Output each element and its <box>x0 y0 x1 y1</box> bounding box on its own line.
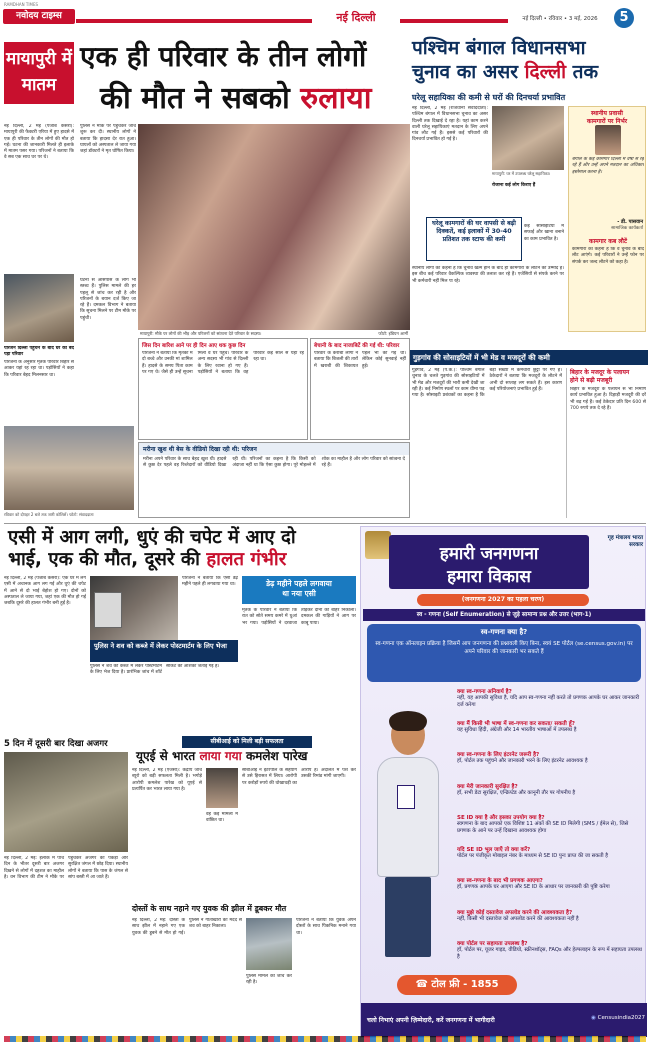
story7-body-b: परिजनों ने बताया कि युवक अपने दोस्तों के साथ पिकनिक मनाने गया था। <box>296 918 356 936</box>
story3-sidebar-text: बिहार के मजदूरों के पलायन से भी निर्माण कार्य प्रभावित हुआ है। दिहाड़ी मजदूरी की दरें भी बढ़ गई हैं। कई ठेकेदार प्रति दिन 600 से 700 रुपये तक दे रहे हैं। <box>570 387 646 411</box>
faq-question: क्या मेरी जानकारी सुरक्षित है? <box>457 783 518 790</box>
story1-body-column-b: पुलिस ने मौके पर पहुंचकर जांच शुरू कर दी। स्थानीय लोगों ने बताया कि हादसा देर रात हुआ। घायलों को अस्पताल ले जाया गया जहां डॉक्टरों ने मृत घोषित किया। <box>80 124 136 155</box>
story1-photo-credit: फोटो: इंडियन आर्मी <box>378 331 408 336</box>
faq-question: क्या पोर्टल पर सहायता उपलब्ध है? <box>457 941 528 947</box>
story4-headline-part: भाई, एक की मौत, <box>8 549 139 570</box>
story1-main-photo <box>138 124 410 330</box>
faq-answer: स्वगणना के बाद आपको एक विशिष्ट 11 अंकों की SE ID मिलेगी (SMS / ईमेल से), जिसे प्रगणक के आने पर उन्हें दिखाना आवश्यक होगा <box>457 821 629 834</box>
story4-sub-banner-line1: डेढ़ महीने पहले लगवाया <box>266 579 332 588</box>
faq-answer: पोर्टल पर पंजीकृत मोबाइल नंबर के माध्यम से SE ID पुनः प्राप्त की जा सकती है <box>457 852 608 859</box>
story4-body-a: नई दिल्ली, 2 मई (पंजाब केसरी): एक घर में लगे एसी में अचानक आग लग गई और धुएं की चपेट में आने से दो भाई बेहोश हो गए। दोनों को अस्पताल ले जाया गया, जहां एक की मौत हो गई जबकि दूसरे की हालत गंभीर बनी हुई है। <box>4 576 86 607</box>
story7-body-c: पुलिस मामले की जांच कर रही है। <box>246 974 292 986</box>
story1-inset <box>138 442 410 518</box>
ad-title-line2: हमारा विकास <box>447 567 531 587</box>
story-gurgaon <box>412 350 646 520</box>
story3-body: गुड़गांव, 2 मई (पं.के.): पश्चिम बंगाल चुनाव के चलते गुड़गांव की सोसाइटियों में भी मेड और मजदूरों की भारी कमी देखी जा रही है। कई निर्माण स्थलों पर काम धीमा पड़ गया है। सोसाइटी प्रबंधकों का कहना है कि बड़ी संख्या में कर्मचारी छुट्टी पर गए हैं। ठेकेदारों ने बताया कि मजदूरों के लौटने में अभी दो सप्ताह लग सकते हैं। इस कारण कई परियोजनाएं प्रभावित हुई हैं। <box>412 368 562 399</box>
story6-headline-part2: कमलेश पारेख <box>245 749 308 763</box>
illustration-body <box>377 757 439 877</box>
story4-photo-inset <box>94 592 122 628</box>
ad-tollfree <box>397 975 517 995</box>
dateline: नई दिल्ली • रविवार • 3 मई, 2026 <box>522 16 598 22</box>
story1-photo-small <box>4 274 74 342</box>
story4-sub-banner <box>242 576 356 604</box>
faq-answer: हाँ, पोर्टल तक पहुंचने और जानकारी भरने के लिए इंटरनेट आवश्यक है <box>457 758 588 764</box>
story1-headline-line1: एक ही परिवार के तीन लोगों <box>80 40 367 73</box>
ad-ministry-text: गृह मंत्रालय भारत सरकार <box>607 535 643 548</box>
social-icons: ◉ <box>591 1015 598 1021</box>
story1-box1-heading: जिस दिन बारिश आने पर ही दिन आए थक कुछ दिन <box>142 343 246 349</box>
story1-headline-line2 <box>100 82 410 115</box>
story1-headline-highlight: रुलाया <box>300 81 372 116</box>
story2-photo <box>492 106 564 170</box>
section-divider <box>4 523 646 524</box>
faq-answer: हाँ, सभी डेटा सुरक्षित, एन्क्रिप्टेड और कानूनी तौर पर गोपनीय है <box>457 789 576 796</box>
story1-box2-text: परिवार के करीबी लोगों ने बताया कि बिजली की तारों में खराबी की शिकायत पहले भी की गई थी। लेकिन कोई सुनवाई नहीं हुई। <box>314 351 406 369</box>
story1-photo-caption: मायापुरी: मौके पर लोगों की भीड़ और परिजनों को सांत्वना देते परिवार के सदस्य। <box>140 331 262 336</box>
story2-headline-line1: पश्चिम बंगाल विधानसभा <box>412 37 586 59</box>
ad-handle-text: Censusindia2027 <box>597 1015 645 1021</box>
story-cbi <box>132 736 356 902</box>
story2-headline-part-end: तक <box>572 61 599 83</box>
faq-question: यदि SE ID भूल जाएँ तो क्या करें? <box>457 846 531 853</box>
faq-item <box>457 687 643 719</box>
story2-photo-caption: मायापुरी: घर में उपलब्ध घरेलू सहायिका। <box>492 171 551 176</box>
ad-definition-answer: स्व-गणना एक ऑनलाइन प्रक्रिया है जिसमें आप जनगणना की प्रश्नावली किए बिना, स्वयं SE पोर्टल (se.census.gov.in) पर अपने परिवार की जानकारी भर सकते हैं <box>375 641 633 655</box>
story2-body-column-d: स्थानीय लोगों का कहना है कि चुनाव खत्म होने के बाद ही कामगारों के लौटने की उम्मीद है। इस बीच कई परिवार वैकल्पिक व्यवस्था की तलाश कर रहे हैं। एजेंसियों से संपर्क करने पर भी कर्मचारी नहीं मिल पा रहे। <box>412 266 564 284</box>
faq-item <box>457 719 643 751</box>
ad-handle <box>569 1015 645 1021</box>
story-lake <box>132 904 356 1038</box>
story6-portrait <box>206 768 238 808</box>
ad-emblem <box>365 531 391 559</box>
faq-item <box>457 908 643 940</box>
masthead-rule <box>76 19 312 23</box>
story1-body-column-a: नई दिल्ली, 2 मई (पंजाब केसरी): मायापुरी की फैक्टरी एरिया में हुए हादसे में एक ही परिवार के तीन लोगों की मौत हो गई। घटना की जानकारी मिलते ही इलाके में मातम पसर गया। परिजनों ने बताया कि वे सब एक साथ घर पर थे। <box>4 124 74 161</box>
story2-pull-quote-text: घरेलू कामगारों की घर वापसी से बढ़ी दिक्कतें, कई इलाकों में 30-40 प्रतिशत तक स्टाफ की कमी <box>432 220 516 243</box>
story5-photo <box>4 752 128 852</box>
story2-sidebar-byline2: सामाजिक कार्यकर्ता <box>611 226 643 231</box>
faq-question: SE ID क्या है और इसका उपयोग क्या है? <box>457 815 545 821</box>
census-advertisement <box>360 526 646 1038</box>
story6-body-c: सीबीआई ने इंटरपोल के सहयोग से उसे हिरासत में लिया। आरोपी पर करोड़ों रुपये की धोखाधड़ी का आरोप है। अदालत में पेश कर उसकी रिमांड मांगी जाएगी। <box>242 768 356 786</box>
masthead <box>0 0 650 32</box>
story2-headline-part: चुनाव का असर <box>412 61 518 83</box>
faq-item <box>457 876 643 908</box>
story1-crowd-photo <box>4 426 134 510</box>
story6-headline-part: यूएई से भारत <box>136 749 196 763</box>
faq-answer: यह सुविधा हिंदी, अंग्रेजी और 14 भारतीय भाषाओं में उपलब्ध है <box>457 726 577 733</box>
phone-icon: ☎ <box>415 979 432 990</box>
story6-body-a: नई दिल्ली, 2 मई (एजेंसी): केंद्रीय जांच ब्यूरो को बड़ी सफलता मिली है। भगोड़े आरोपी कमलेश पारेख को यूएई से प्रत्यर्पित कर भारत लाया गया है। <box>132 768 202 792</box>
ad-title-line1: हमारी जनगणना <box>439 544 539 564</box>
story2-body-column-a: नई दिल्ली, 2 मई (राजधानी संवाददाता): पश्चिम बंगाल में विधानसभा चुनाव का असर दिल्ली तक दिखाई दे रहा है। यहां काम करने वाली घरेलू सहायिकाएं मतदान के लिए अपने गांव लौट गई हैं। इससे कई परिवारों की दिनचर्या प्रभावित हो गई है। <box>412 106 488 143</box>
story3-headline: गुड़गांव की सोसाइटियों में भी मेड व मजदूरों की कमी <box>410 350 648 365</box>
story3-sidebar-title2: होने से बढ़ी मजबूरी <box>570 377 613 384</box>
ad-tollfree-text: टोल फ्री - 1855 <box>431 979 499 990</box>
story2-sidebar-title: स्थानीय प्रवासी <box>591 110 623 117</box>
story4-headline-highlight: हालत गंभीर <box>206 549 287 570</box>
story2-pull-quote <box>426 217 522 261</box>
story1-bottom-caption: रविवार को दोपहर 2 बजे तक जारी कोशिशें। फोटो: संवाददाता <box>4 512 94 517</box>
story3-sidebar-title: बिहार के मजदूर के पलायन <box>570 369 630 376</box>
ad-faq-list <box>457 687 643 971</box>
faq-item <box>457 939 643 971</box>
story2-subhead: घरेलू सहायिका की कमी से घरों की दिनचर्या प्रभावित <box>412 93 566 102</box>
ad-definition-question: स्व-गणना क्या है? <box>480 628 528 636</box>
story1-inset-heading: मरीना खुश थी बेस के वीडियो दिखा रही थी: परिजन <box>139 443 409 455</box>
story2-body-column-c: कई सोसाइटियों में सफाई और खाना बनाने का काम प्रभावित है। <box>524 224 564 242</box>
story1-box2-heading: बेचानी के बाद नाजाबिटें की गई थी: परिवार <box>314 343 400 349</box>
story6-body-b: वह कई मामलों में वांछित था। <box>206 812 238 824</box>
story6-headline-highlight: लाया गया <box>199 749 242 763</box>
story-west-bengal <box>412 34 646 334</box>
faq-item <box>457 813 643 845</box>
illustration-legs <box>385 877 431 957</box>
sidebar-portrait <box>595 125 621 155</box>
ad-footer-text: चलो निभाएं अपनी ज़िम्मेदारी, करें जनगणना में भागीदारी <box>367 1017 495 1024</box>
story4-headline-line2 <box>8 550 356 570</box>
story7-photo <box>246 918 292 970</box>
page-number: 5 <box>614 8 634 28</box>
story4-body-b: परिजनों ने बताया कि एसी डेढ़ महीने पहले ही लगवाया गया था। <box>182 576 238 588</box>
faq-item <box>457 845 643 877</box>
story-mayapuri <box>4 34 410 520</box>
story6-headline <box>136 750 356 763</box>
faq-question: क्या स्व-गणना के लिए इंटरनेट जरूरी है? <box>457 752 540 758</box>
ad-phase-banner: (जनगणना 2027 का पहला चरण) <box>417 594 589 606</box>
story2-mid-subhead: रोजाना कई लोग किराए हैं <box>492 183 536 188</box>
story2-headline-highlight: दिल्ली <box>524 61 566 83</box>
story4-body-c: पुलिस ने शव को कब्जे में लेकर पोस्टमार्टम के लिए भेज दिया है। प्रारंभिक जांच में शॉर्ट सर्किट की आशंका जताई गई है। <box>90 664 220 676</box>
story1-box2 <box>310 338 410 440</box>
story2-sidebar-title2: कामगारों पर निर्भर <box>586 118 628 125</box>
story1-inset-text: मरीना अपने परिवार के साथ बेहद खुश थी। हादसे से कुछ देर पहले वह रिश्तेदारों को वीडियो दिखा रही थी। परिजनों का कहना है कि किसी को अंदाजा नहीं था कि ऐसा कुछ होगा। पूरे मोहल्ले में शोक का माहौल है और लोग परिवार को सांत्वना दे रहे हैं। <box>143 457 405 469</box>
story2-headline-line2 <box>412 62 646 83</box>
story4-headline-line1: एसी में आग लगी, धुएं की चपेट में आए दो <box>8 527 296 548</box>
ad-enumerator-illustration <box>373 707 443 967</box>
story2-sidebar <box>568 106 646 332</box>
story2-sidebar-text: बंगाल के कई कामगार दिल्ली में वर्षों से रह रहे हैं और उन्हें अपने मतदान का अधिकार इस्तेमाल करना है। <box>572 157 644 175</box>
story1-box1-text: परिजनों ने बताया कि मृतकों में दो बच्चे और उनकी मां शामिल हैं। हादसे के समय पिता काम पर गए थे। जैसे ही उन्हें सूचना मिली वे घर पहुंचे। परिवार के अन्य सदस्य भी गांव से दिल्ली के लिए रवाना हो गए हैं। पड़ोसियों ने बताया कि वह परिवार कई साल से यहां रह रहा था। <box>142 351 304 375</box>
story6-kicker: सीबीआई को मिली बड़ी सफलता <box>182 736 312 748</box>
story5-headline: 5 दिन में दूसरी बार दिखा अजगर <box>4 739 108 749</box>
faq-answer: नहीं, किसी भी दस्तावेज को अपलोड करने की आवश्यकता नहीं है <box>457 915 579 922</box>
ad-subbanner: स्व - गणना (Self Enumeration) से जुड़े सामान्य प्रश्न और उत्तर (भाग-1) <box>363 609 645 621</box>
story-ac-fire <box>4 526 356 736</box>
story4-photo-caption: पुलिस ने शव को कब्जे में लेकर पोस्टमार्टम के लिए भेजा <box>90 640 238 662</box>
registration-marks-bottom <box>4 1036 646 1042</box>
masthead-rule-right <box>400 19 508 23</box>
ad-footer <box>361 1003 647 1037</box>
brand-name: नवोदय टाइम्स <box>3 9 75 24</box>
story-python <box>4 738 128 1038</box>
story3-sidebar <box>566 368 646 518</box>
faq-question: क्या स्व-गणना के बाद भी प्रगणक आएगा? <box>457 878 543 884</box>
city-name: नई दिल्ली <box>336 11 376 24</box>
story1-headline-part: की मौत ने सबको <box>100 81 290 116</box>
story1-kicker: मायापुरी में मातम <box>4 42 74 104</box>
story1-side-subhead: परिजन दिल्ली पहुंचने के बाद घर का बंद पड़ा परिवार <box>4 346 74 358</box>
masthead-small-text: RAMDHAN TIMES <box>4 2 39 7</box>
story2-sidebar2-title: कामगार कब लौटें <box>589 238 627 245</box>
faq-answer: नहीं, यह आपकी सुविधा है, यदि आप स्व-गणना नहीं करते तो प्रगणक आपके घर आकर जानकारी दर्ज करेगा <box>457 695 640 708</box>
illustration-hair <box>389 711 427 731</box>
faq-question: क्या मैं किसी भी भाषा में स्व-गणना कर सकता/ सकती हूँ? <box>457 720 575 727</box>
faq-answer: हाँ, पोर्टल पर, यूजर गाइड, वीडियो, स्क्रीनशॉट्स, FAQs और हेल्पलाइन के रूप में सहायता उपलब्ध है <box>457 947 642 960</box>
ad-title-banner <box>389 535 589 589</box>
story4-sub-banner-line2: था नया एसी <box>282 589 316 598</box>
story1-body-column-c: परिजनों के अनुसार मृतक परिवार बिहार से आकर यहां रह रहा था। पड़ोसियों ने कहा कि परिवार बेहद मिलनसार था। <box>4 360 74 378</box>
story1-box1 <box>138 338 308 440</box>
story7-headline: दोस्तों के साथ नहाने गए युवक की झील में डूबकर मौत <box>132 904 287 913</box>
story7-body-a: नई दिल्ली, 2 मई: दोस्तों के साथ झील में नहाने गए एक युवक की डूबने से मौत हो गई। पुलिस ने गोताखोरों की मदद से शव को बाहर निकाला। <box>132 918 242 936</box>
faq-question: क्या मुझे कोई दस्तावेज अपलोड करने की आवश्यकता है? <box>457 909 573 916</box>
faq-item <box>457 750 643 782</box>
illustration-id-card <box>397 785 415 809</box>
story1-body-column-d: घटना से आसपास के लोग भी स्तब्ध हैं। पुलिस मामले की हर पहलू से जांच कर रही है और परिजनों के बयान दर्ज किए जा रहे हैं। दमकल विभाग ने बताया कि सूचना मिलने पर टीम मौके पर पहुंची। <box>80 278 136 321</box>
faq-answer: हाँ, प्रगणक आपके घर आएगा और SE ID के आधार पर जानकारी की पुष्टि करेगा <box>457 884 610 890</box>
faq-question: क्या स्व-गणना अनिवार्य है? <box>457 689 512 695</box>
story2-sidebar2-text: कामगारों का कहना है कि वे चुनाव के बाद लौट आएंगे। कई परिवारों ने उन्हें फोन पर संपर्क कर जल्द लौटने को कहा है। <box>572 247 644 265</box>
faq-item <box>457 782 643 814</box>
story4-headline-part2: दूसरे की <box>144 549 200 570</box>
ad-definition-box <box>367 624 641 682</box>
story2-sidebar-byline: - डी. पासवान <box>617 219 643 225</box>
story4-body-d: मृतक के परिवार ने बताया कि रात को सोते समय कमरे में धुआं भर गया। पड़ोसियों ने दरवाजा तोड़कर दोनों को बाहर निकाला। दमकल की गाड़ियों ने आग पर काबू पाया। <box>242 608 356 626</box>
story5-body: नई दिल्ली, 2 मई: इलाके में पांच दिन के भीतर दूसरी बार अजगर दिखने से लोगों में दहशत का माहौल है। वन विभाग की टीम ने मौके पर पहुंचकर अजगर को पकड़ा और सुरक्षित जंगल में छोड़ दिया। स्थानीय लोगों ने बताया कि पास के जंगल से सांप बस्ती में आ जाते हैं। <box>4 856 128 880</box>
